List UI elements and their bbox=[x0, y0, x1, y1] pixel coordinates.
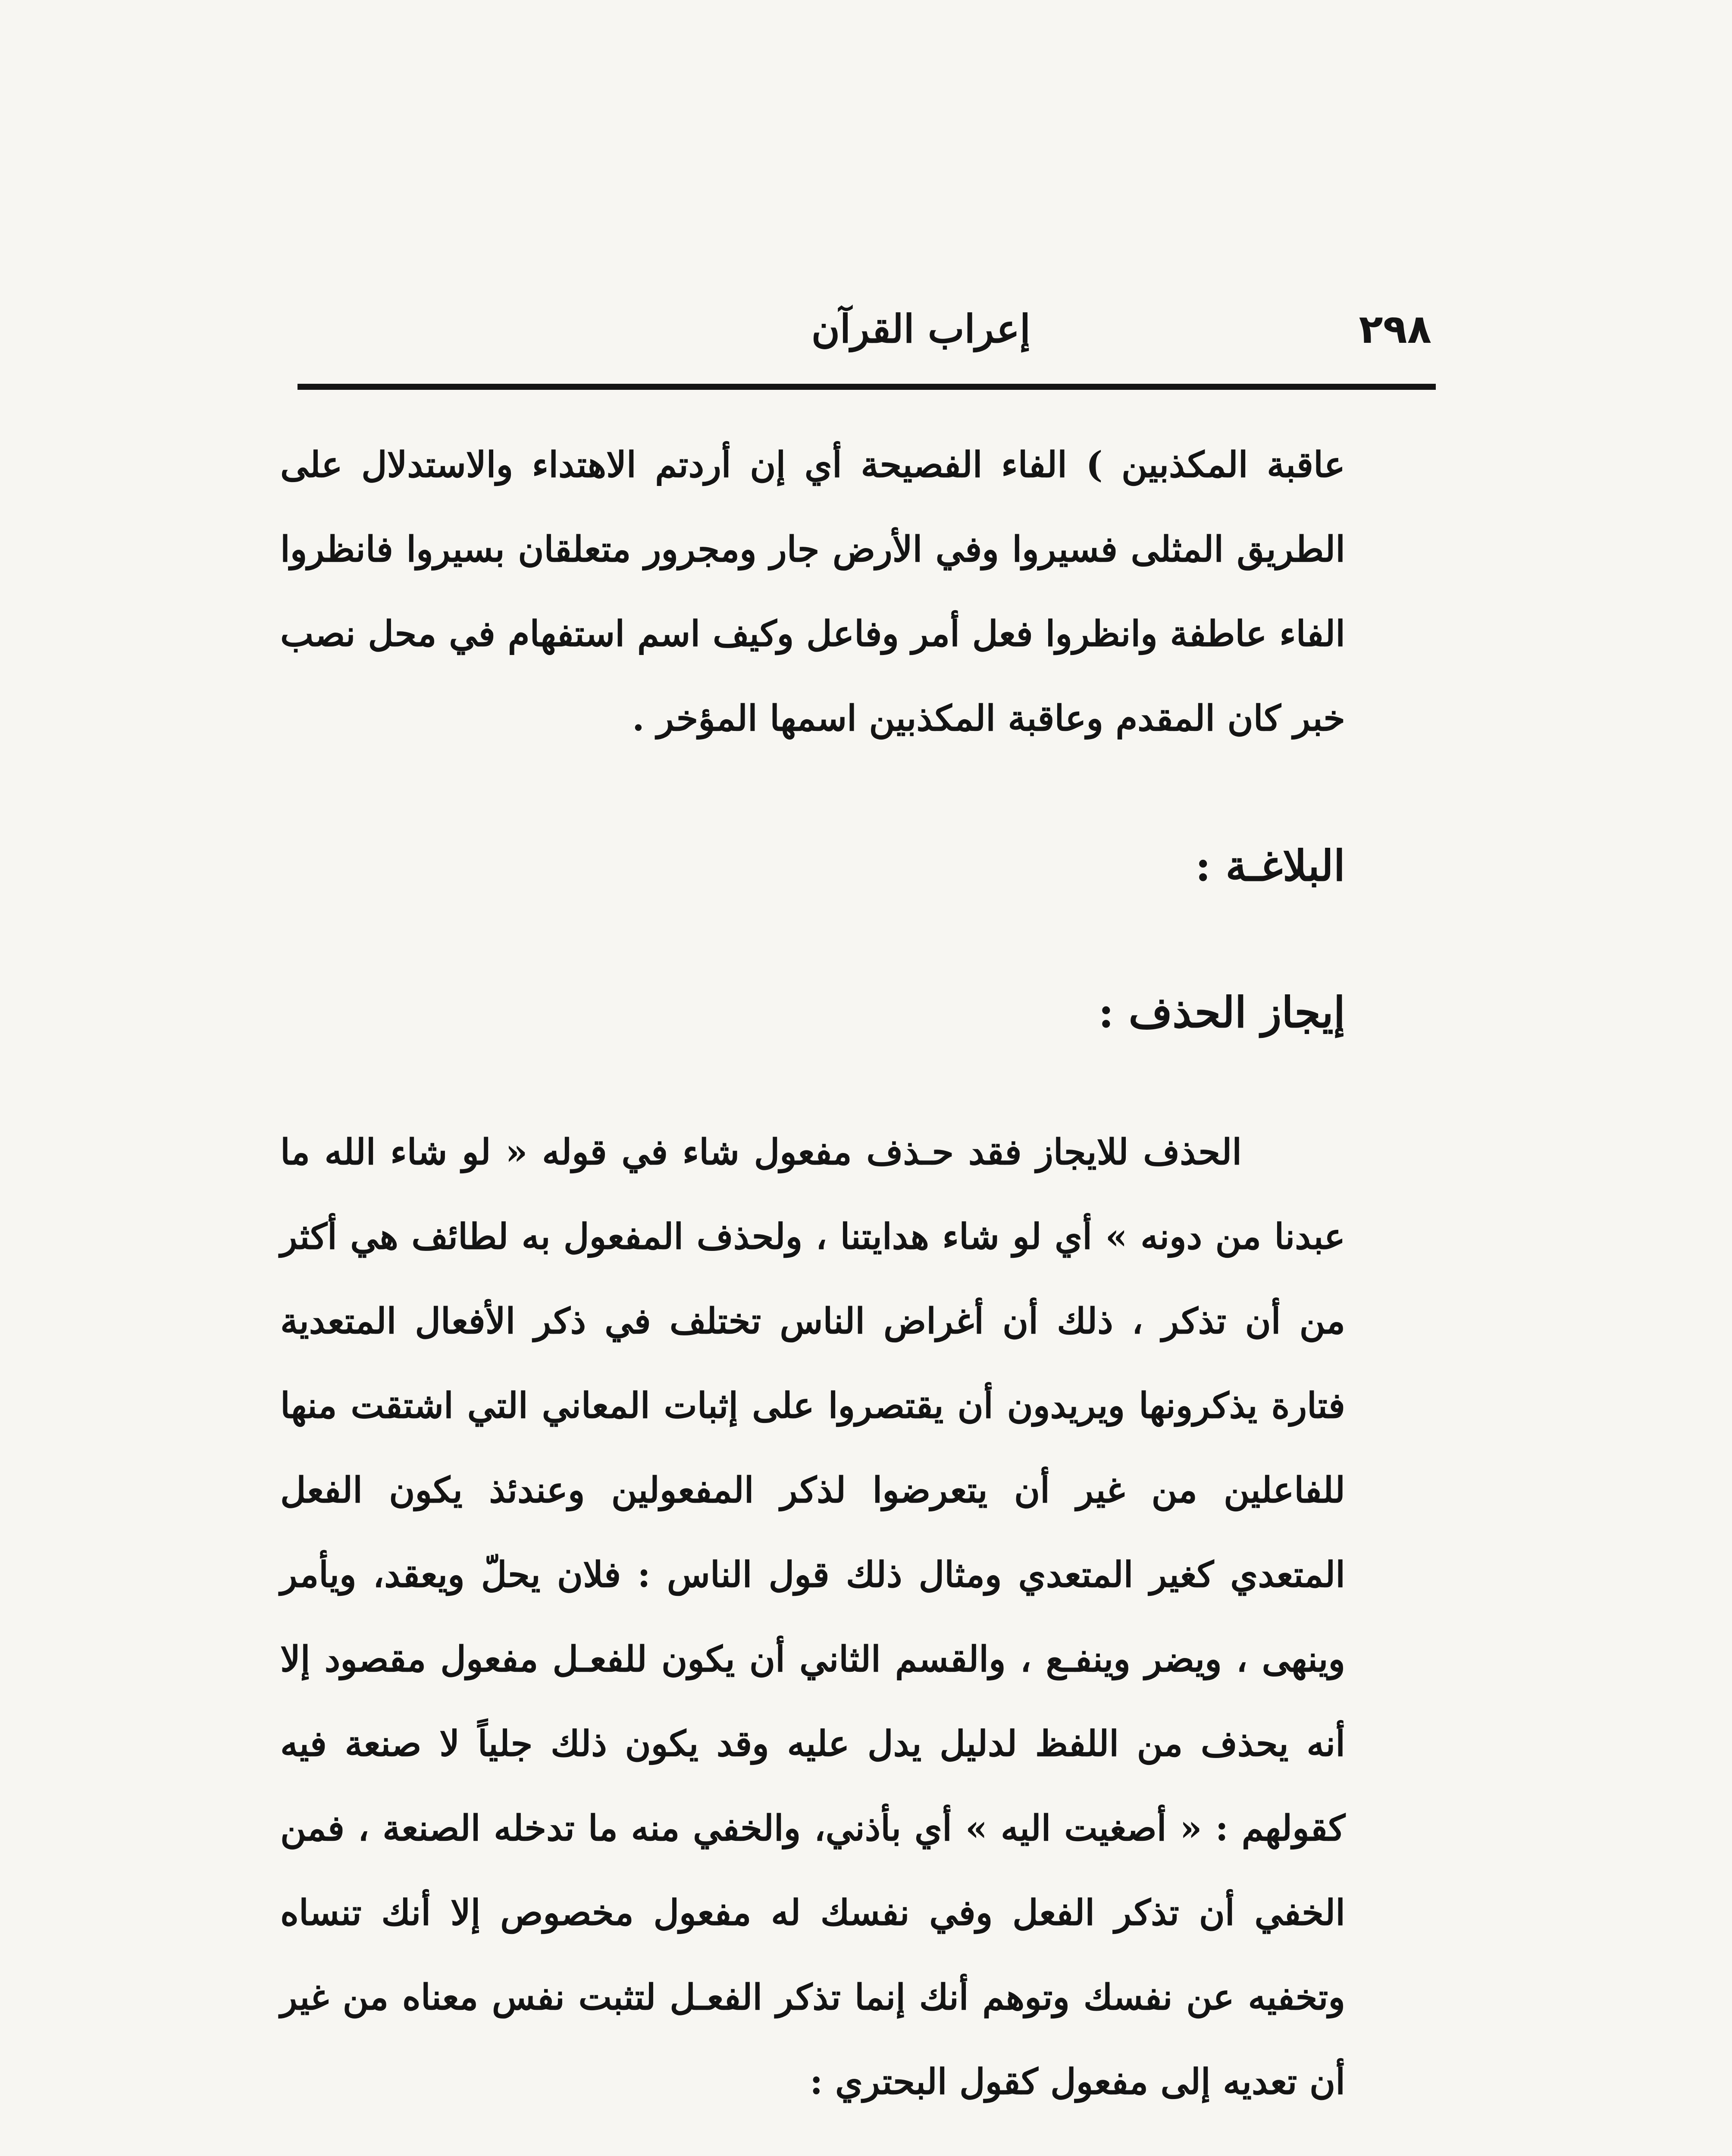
page-header bbox=[285, 298, 1431, 375]
section-heading-ijaz: إيجاز الحذف : bbox=[1098, 988, 1345, 1037]
running-title: إعراب القرآن bbox=[811, 306, 1030, 352]
intro-paragraph: عاقبة المكذبين ) الفاء الفصيحة أي إن أردتم الاهتداء والاستدلال على الطريق المثلى فسيروا وفي الأرض جار ومجرور متعلقان بسيروا فانظروا الفاء عاطفة وانظروا فعل أمر وفاعل وكيف اسم استفهام في محل نصب خبر كان المقدم وعاقبة المكذبين اسمها المؤخر . bbox=[280, 444, 1345, 739]
main-paragraph: الحذف للايجاز فقد حـذف مفعول شاء في قوله « لو شاء الله ما عبدنا من دونه » أي لو شاء هدايتنا ، ولحذف المفعول به لطائف هي أكثر من أن تذكر ، ذلك أن أغراض الناس تختلف في ذكر الأفعال المتعدية فتارة يذكرونها ويريدون أن يقتصروا على إثبات المعاني التي اشتقت منها للفاعلين من غير أن يتعرضوا لذكر المفعولين وعندئذ يكون الفعل المتعدي كغير المتعدي ومثال ذلك قول الناس : فلان يحلّ ويعقد، ويأمر وينهى ، ويضر وينفـع ، والقسم الثاني أن يكون للفعـل مفعول مقصود إلا أنه يحذف من اللفظ لدليل يدل عليه وقد يكون ذلك جلياً لا صنعة فيه كقولهم : « أصغيت اليه » أي بأذني، والخفي منه ما تدخله الصنعة ، فمن الخفي أن تذكر الفعل وفي نفسك له مفعول مخصوص إلا أنك تنساه وتخفيه عن نفسك وتوهم أنك إنما تذكر الفعـل لتثبت نفس معناه من غير أن تعديه إلى مفعول كقول البحتري : bbox=[280, 1131, 1346, 2103]
page-number: ٢٩٨ bbox=[1359, 306, 1431, 352]
section-heading-balagha: البلاغـة : bbox=[1195, 841, 1345, 891]
header-rule bbox=[298, 384, 1436, 390]
page-content bbox=[280, 423, 1345, 2156]
